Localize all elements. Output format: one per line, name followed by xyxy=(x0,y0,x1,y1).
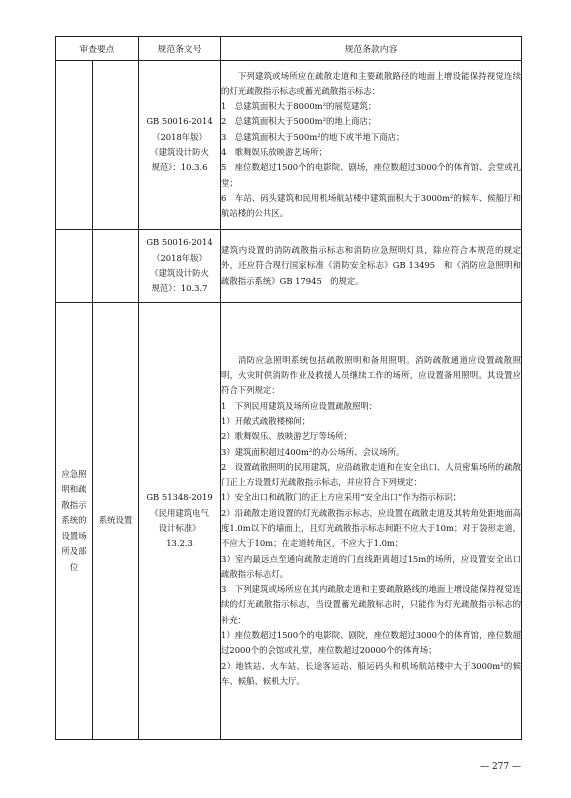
header-review-point: 审查要点 xyxy=(56,37,139,61)
code-line: GB 51348-2019 xyxy=(146,492,213,503)
content-paragraph: 3 下列建筑或场所应在其内疏散走道和主要疏散路线的地面上增设能保持视觉连续的灯光疏散指示标志，当设置蓄光疏散标志时，只能作为灯光疏散指示标志的补充： xyxy=(221,584,522,625)
content-paragraph: 1）开敞式疏散楼梯间； xyxy=(221,415,311,426)
review-point-cell: 应急照明和疏散指示系统的设置场所及部位 xyxy=(56,303,93,740)
content-paragraph: 4 歌舞娱乐放映游艺场所； xyxy=(221,147,327,157)
content-paragraph: 3）室内最远点至通向疏散走道的门直线距离超过15m的场所，应设置安全出口疏散指示标志灯。 xyxy=(221,553,522,579)
content-paragraph: 2 总建筑面积大于5000m²的地上商店； xyxy=(221,116,377,127)
code-cell xyxy=(139,230,221,303)
review-point-cell xyxy=(56,230,93,303)
table-row xyxy=(56,61,522,230)
review-subpoint-cell: 系统设置 xyxy=(93,303,139,740)
header-content: 规范条款内容 xyxy=(221,37,522,61)
page-number: — 277 — xyxy=(480,762,521,772)
content-cell xyxy=(221,61,522,230)
content-paragraph: 5 座位数超过1500个的电影院、剧场，座位数超过3000个的体育馆、会堂或礼堂； xyxy=(221,162,522,188)
code-line: 《建筑设计防火 xyxy=(150,268,209,278)
code-line: 规范》：10.3.7 xyxy=(151,283,208,294)
content-paragraph: 3 总建筑面积大于500m²的地下或半地下商店； xyxy=(221,131,405,142)
content-paragraph: 1 下列民用建筑及场所应设置疏散照明： xyxy=(221,400,378,411)
review-subpoint-cell xyxy=(93,230,139,303)
code-cell xyxy=(139,61,221,230)
table-row xyxy=(56,303,522,740)
header-row xyxy=(56,37,522,61)
code-line: 13.2.3 xyxy=(166,538,193,549)
content-paragraph: 1）安全出口和疏散门的正上方应采用“安全出口”作为指示标识； xyxy=(221,492,462,503)
code-cell xyxy=(139,303,221,740)
content-paragraph: 2）沿疏散走道设置的灯光疏散指示标志，应设置在疏散走道及其转角处距地面高度1.0m以下的墙面上，且灯光疏散指示标志间距不应大于10m；对于袋形走道，不应大于10m；在走道转角区，不应大于1.0m； xyxy=(221,507,522,549)
code-line: （2018年版） xyxy=(152,252,207,263)
code-line: （2018年版） xyxy=(152,131,207,142)
code-line: GB 50016-2014 xyxy=(146,237,213,248)
content-paragraph: 3）建筑面积超过400m²的办公场所、会议场所。 xyxy=(221,446,405,457)
code-line: 规范》：10.3.6 xyxy=(151,162,208,173)
review-table xyxy=(55,36,522,740)
header-code: 规范条文号 xyxy=(139,37,221,61)
content-paragraph: 6 车站、码头建筑和民用机场航站楼中建筑面积大于3000m²的候车、候船厅和航站楼的公共区。 xyxy=(221,192,522,219)
review-point-cell xyxy=(56,61,93,230)
content-cell xyxy=(221,230,522,303)
content-paragraph: 1 总建筑面积大于8000m²的展览建筑； xyxy=(221,101,377,112)
content-paragraph: 2）歌舞娱乐、放映游艺厅等场所； xyxy=(221,431,352,442)
code-line: 设计标准》 xyxy=(158,523,201,533)
content-paragraph: 1）座位数超过1500个的电影院、剧院，座位数超过3000个的体育馆，座位数超过2000个的会馆或礼堂，座位数超过20000个的体育场； xyxy=(221,630,522,656)
content-cell xyxy=(221,303,522,740)
code-line: 《建筑设计防火 xyxy=(150,147,209,157)
content-paragraph: 2）地铁站、火车站、长途客运站、船运码头和机场航站楼中大于3000m²的候车、候船、候机大厅。 xyxy=(221,660,522,686)
content-paragraph: 2 设置疏散照明的民用建筑，应沿疏散走道和在安全出口、人员密集场所的疏散门正上方设置灯光疏散指示标志，并应符合下列规定： xyxy=(221,461,522,488)
content-paragraph: 下列建筑或场所应在疏散走道和主要疏散路径的地面上增设能保持视觉连续的灯光疏散指示标志或蓄光疏散指示标志： xyxy=(221,70,522,96)
code-line: 《民用建筑电气 xyxy=(150,507,209,518)
table-row xyxy=(56,230,522,303)
content-paragraph: 建筑内设置的消防疏散指示标志和消防应急照明灯具，除应符合本规范的规定外，还应符合现行国家标准《消防安全标志》GB 13495 和《消防应急照明和疏散指示系统》GB 17945 的规定。 xyxy=(221,245,522,286)
content-paragraph: 消防应急照明系统包括疏散照明和备用照明。消防疏散通道应设置疏散照明，火灾时供消防作业及救援人员继续工作的场所，应设置备用照明。其设置应符合下列规定： xyxy=(221,354,522,396)
review-subpoint-cell xyxy=(93,61,139,230)
code-line: GB 50016-2014 xyxy=(146,116,213,127)
